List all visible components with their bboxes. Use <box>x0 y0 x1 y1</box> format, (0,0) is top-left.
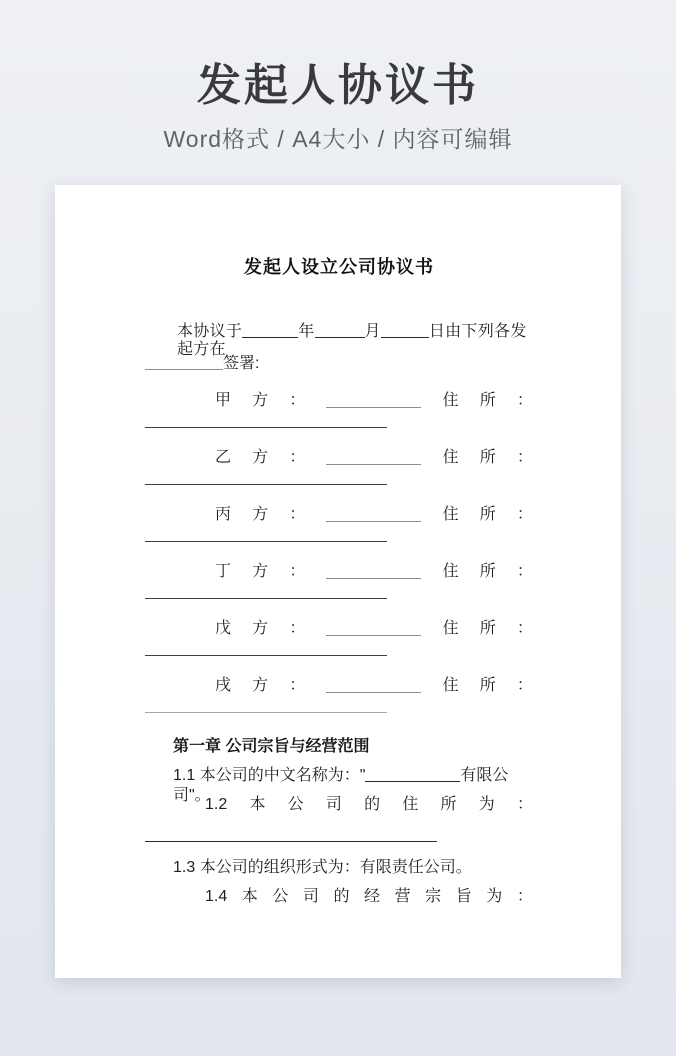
residence-zhu-label: 住 <box>442 677 459 694</box>
intro-month-label: 月 <box>364 323 381 340</box>
party-fang-label: 方 <box>252 449 269 466</box>
clause-token: ： <box>516 796 533 813</box>
page-subtitle: Word格式 / A4大小 / 内容可编辑 <box>163 126 513 152</box>
page-title: 发起人协议书 <box>197 61 479 110</box>
residence-blank-line <box>145 598 387 599</box>
party-colon: ： <box>289 506 306 523</box>
year-blank-field <box>242 323 298 338</box>
day-blank-field <box>381 323 429 338</box>
intro-line-2 <box>145 355 533 373</box>
residence-zhu-label: 住 <box>442 392 459 409</box>
party-label: 丁 <box>215 563 232 580</box>
address-blank-line <box>145 841 437 842</box>
party-row <box>145 448 533 468</box>
clause-token: 公 <box>272 888 289 905</box>
clause-token: 司 <box>302 888 319 905</box>
sign-place-blank-field <box>145 355 223 370</box>
clause-token: 营 <box>394 888 411 905</box>
residence-colon: ： <box>516 677 533 694</box>
party-row <box>145 391 533 411</box>
residence-blank-line <box>145 541 387 542</box>
clause-token: 的 <box>364 796 381 813</box>
clause-1-1-pre: 1.1 本公司的中文名称为：" <box>173 767 366 784</box>
residence-colon: ： <box>516 620 533 637</box>
party-colon: ： <box>289 449 306 466</box>
party-fang-label: 方 <box>252 677 269 694</box>
party-colon: ： <box>289 563 306 580</box>
residence-suo-label: 所 <box>479 392 496 409</box>
party-fang-label: 方 <box>252 506 269 523</box>
company-name-blank-field <box>365 767 460 782</box>
intro-line-1 <box>145 323 533 358</box>
party-label: 戌 <box>215 677 232 694</box>
intro-prefix: 本协议于 <box>177 323 243 340</box>
preview-header <box>0 0 676 154</box>
clause-token: 司 <box>325 796 342 813</box>
residence-zhu-label: 住 <box>442 449 459 466</box>
residence-suo-label: 所 <box>479 449 496 466</box>
residence-colon: ： <box>516 506 533 523</box>
residence-colon: ： <box>516 449 533 466</box>
document-title: 发起人设立公司协议书 <box>244 257 434 277</box>
party-fang-label: 方 <box>252 392 269 409</box>
clause-token: 1.2 <box>205 796 228 813</box>
sign-label: 签署: <box>223 355 260 372</box>
party-row <box>145 505 533 525</box>
residence-suo-label: 所 <box>479 506 496 523</box>
party-row <box>145 619 533 639</box>
chapter-heading: 第一章 公司宗旨与经营范围 <box>173 738 370 755</box>
residence-zhu-label: 住 <box>442 620 459 637</box>
party-list <box>145 391 533 713</box>
clause-token: 1.4 <box>205 888 228 905</box>
residence-suo-label: 所 <box>479 677 496 694</box>
party-fang-label: 方 <box>252 620 269 637</box>
residence-suo-label: 所 <box>479 620 496 637</box>
clause-1-1-post: 有限公司"。 <box>173 767 509 804</box>
intro-day-suffix: 日由下列各发起方在 <box>177 323 527 358</box>
party-name-blank-field <box>326 463 421 465</box>
party-name-blank-field <box>326 634 421 636</box>
residence-blank-line <box>145 655 387 656</box>
party-name-blank-field <box>326 577 421 579</box>
party-label: 戊 <box>215 620 232 637</box>
intro-year-label: 年 <box>298 323 315 340</box>
document-body <box>145 257 533 907</box>
clause-token: 的 <box>333 888 350 905</box>
clause-token: 本 <box>249 796 266 813</box>
residence-zhu-label: 住 <box>442 563 459 580</box>
clause-1-1 <box>145 766 533 804</box>
party-row <box>145 676 533 696</box>
clause-token: 公 <box>287 796 304 813</box>
document-page <box>55 185 621 978</box>
clause-token: 为 <box>486 888 503 905</box>
clause-1-3: 1.3 本公司的组织形式为：有限责任公司。 <box>173 859 472 876</box>
clause-token: 为 <box>478 796 495 813</box>
clause-token: 住 <box>402 796 419 813</box>
residence-blank-line <box>145 427 387 428</box>
residence-colon: ： <box>516 563 533 580</box>
residence-blank-line <box>145 712 387 713</box>
clause-token: 本 <box>241 888 258 905</box>
party-label: 丙 <box>215 506 232 523</box>
residence-blank-line <box>145 484 387 485</box>
party-row <box>145 562 533 582</box>
residence-zhu-label: 住 <box>442 506 459 523</box>
party-label: 甲 <box>215 392 232 409</box>
month-blank-field <box>315 323 365 338</box>
clause-token: 旨 <box>455 888 472 905</box>
party-name-blank-field <box>326 406 421 408</box>
party-colon: ： <box>289 620 306 637</box>
clause-token: 宗 <box>425 888 442 905</box>
clause-1-4 <box>145 887 533 907</box>
party-colon: ： <box>289 677 306 694</box>
party-label: 乙 <box>215 449 232 466</box>
party-fang-label: 方 <box>252 563 269 580</box>
clause-token: ： <box>516 888 533 905</box>
party-name-blank-field <box>326 691 421 693</box>
party-colon: ： <box>289 392 306 409</box>
party-name-blank-field <box>326 520 421 522</box>
residence-colon: ： <box>516 392 533 409</box>
residence-suo-label: 所 <box>479 563 496 580</box>
clause-token: 经 <box>364 888 381 905</box>
clause-token: 所 <box>440 796 457 813</box>
